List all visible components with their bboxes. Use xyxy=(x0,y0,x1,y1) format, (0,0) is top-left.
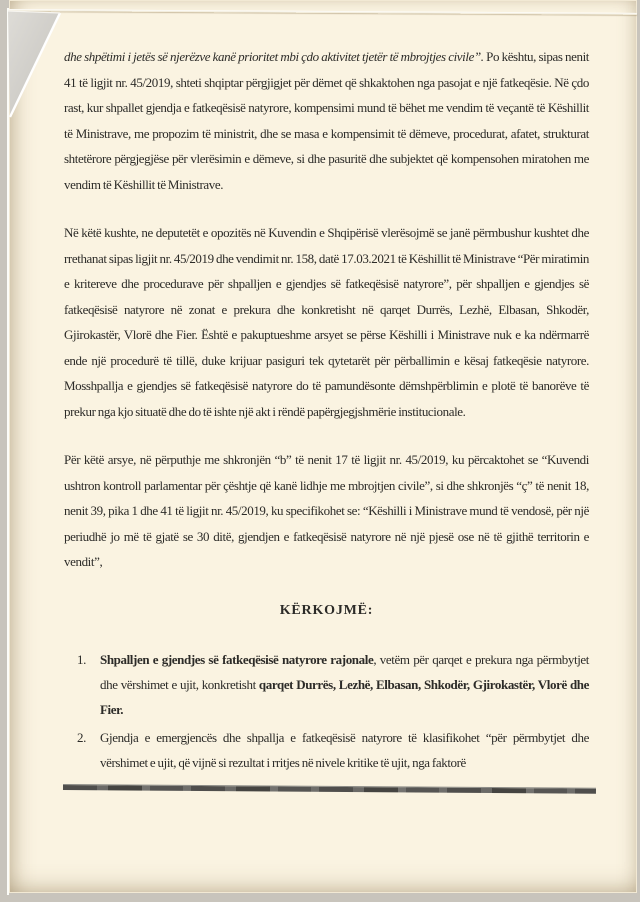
document-content xyxy=(64,44,589,790)
demand-detail-text: , vetëm për qarqet e prekura nga përmbytjet dhe vërshimet e ujit, konkretisht xyxy=(100,652,590,692)
list-item-number: 1. xyxy=(77,652,86,667)
list-item-text xyxy=(100,652,589,717)
quoted-law-text: dhe shpëtimi i jetës së njerëzve kanë prioritet mbi çdo aktivitet tjetër të mbrojtjes civile”. xyxy=(64,49,484,64)
section-heading-kerkojme: KËRKOJMË: xyxy=(279,602,374,618)
bold-demand-title: Shpalljen e gjendjes së fatkeqësisë natyrore rajonale xyxy=(100,652,374,667)
body-paragraph-1 xyxy=(64,44,589,197)
body-paragraph-2: Në këtë kushte, ne deputetët e opozitës në Kuvendin e Shqipërisë vlerësojmë se janë përmbushur kushtet dhe rrethanat sipas ligjit nr. 45/2019 dhe vendimit nr. 158, datë 17.03.2021 të Këshillit të Ministrave “Për miratimin e kritereve dhe procedurave për shpalljen e gjendjes së fatkeqësisë natyrore”, për shpalljen e gjendjes së fatkeqësisë natyrore në zonat e prekura dhe konkretisht në qarqet Durrës, Lezhë, Elbasan, Shkodër, Gjirokastër, Vlorë dhe Fier. Është e pakuptueshme arsyet se përse Këshilli i Ministrave nuk e ka ndërmarrë ende një procedurë të tillë, duke krijuar pasiguri tek qytetarët për përballimin e kësaj fatkeqësie natyrore. Mosshpallja e gjendjes së fatkeqësisë natyrore do të pamundësonte dëmshpërblimin e plotë të banorëve të prekur nga kjo situatë dhe do të ishte një akt i rëndë papërgjegjshmërie institucionale. xyxy=(64,225,590,419)
body-paragraph-3: Për këtë arsye, në përputhje me shkronjën “b” të nenit 17 të ligjit nr. 45/2019, ku përcaktohet se “Kuvendi ushtron kontroll parlamentar për çështje që kanë lidhje me mbrojtjen civile”, si dhe shkronjës “ç” të nenit 18, nenit 39, pika 1 dhe 41 të ligjit nr. 45/2019, ku specifikohet se: “Këshilli i Ministrave mund të vendosë, për një periudhë jo më të gjatë se 30 ditë, gjendjen e fatkeqësisë natyrore në një pjesë ose në të gjithë territorin e vendit”, xyxy=(64,452,589,569)
scanned-page xyxy=(9,0,637,893)
demand-list-item-2 xyxy=(64,725,589,775)
page-top-edge-crease xyxy=(9,9,637,15)
list-item-text: Gjendja e emergjencës dhe shpallja e fatkeqësisë natyrore të klasifikohet “për përmbytjet dhe vërshimet e ujit, që vijnë si rezultat i rritjes në nivele kritike të ujit, nga faktorë xyxy=(100,730,589,770)
bold-region-list: qarqet Durrës, Lezhë, Elbasan, Shkodër, Gjirokastër, Vlorë dhe Fier. xyxy=(100,677,589,717)
demand-list-item-1 xyxy=(64,647,589,722)
list-item-number: 2. xyxy=(77,730,86,745)
scan-artifact-bar xyxy=(63,784,596,794)
paragraph-text: Po kështu, sipas nenit 41 të ligjit nr. 45/2019, shteti shqiptar përgjigjet për dëmet që shkaktohen nga pasojat e një fatkeqësie. Në çdo rast, kur shpallet gjendja e fatkeqësisë natyrore, kompensimi mund të bëhet me vendim të veçantë të Këshillit të Ministrave, me propozim të ministrit, dhe se masa e kompensimit të dëmeve, procedurat, afatet, strukturat shtetërore përgjegjëse për vlerësimin e dëmeve, si dhe pasuritë dhe subjektet që kompensohen miratohen me vendim të Këshillit të Ministrave. xyxy=(64,49,589,192)
page-corner-shadow xyxy=(5,7,65,121)
